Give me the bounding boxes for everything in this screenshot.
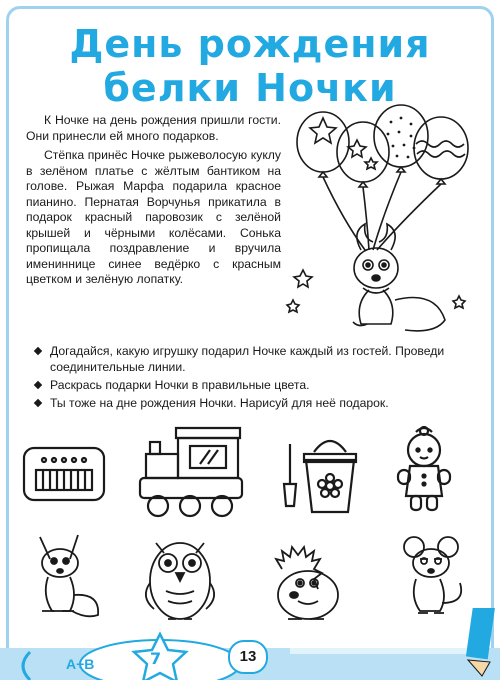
equation-glyph: 7 <box>150 649 162 668</box>
balloons-icon <box>283 100 488 335</box>
task-item <box>34 343 484 375</box>
story-text <box>26 113 281 292</box>
gifts-row <box>18 420 482 530</box>
doll-icon <box>398 427 450 510</box>
story-paragraph: Стёпка принёс Ночке рыжеволосую куклу в зелёном платье с жёлтым бантиком на голове. Рыжая Марфа подарила красное пианино. Пернатая Ворчунья прикатила в подарок красный паровозик с зелёной крышей и чёрными колёсами. Сонька пропищала поздравление и вручила имениннице синее ведёрко с красным цветком и зелёную лопатку. <box>26 148 281 286</box>
task-text: Раскрась подарки Ночки в правильные цвета. <box>50 378 310 392</box>
bucket-and-spade-icon <box>284 441 356 512</box>
task-item <box>34 395 484 411</box>
piano-icon <box>24 448 104 500</box>
page-title <box>0 22 500 110</box>
squirrel-with-balloons-illustration <box>283 100 488 335</box>
page-number: 13 <box>228 640 268 674</box>
task-text: Ты тоже на дне рождения Ночки. Нарисуй для неё подарок. <box>50 396 389 410</box>
badge-text: A+B <box>66 656 95 672</box>
story-paragraph: К Ночке на день рождения пришли гости. Они принесли ей много подарков. <box>26 113 281 143</box>
fox-icon <box>40 535 98 616</box>
task-list <box>34 343 484 413</box>
train-icon <box>140 428 242 516</box>
task-item <box>34 377 484 393</box>
title-line-1: День рождения <box>69 22 431 66</box>
title-line-2: белки Ночки <box>103 66 397 110</box>
task-text: Догадайся, какую игрушку подарил Ночке каждый из гостей. Проведи соединительные линии. <box>50 344 445 374</box>
diamond-bullet-icon <box>34 347 42 355</box>
diamond-bullet-icon <box>34 399 42 407</box>
mouse-icon <box>404 537 461 613</box>
diamond-bullet-icon <box>34 381 42 389</box>
